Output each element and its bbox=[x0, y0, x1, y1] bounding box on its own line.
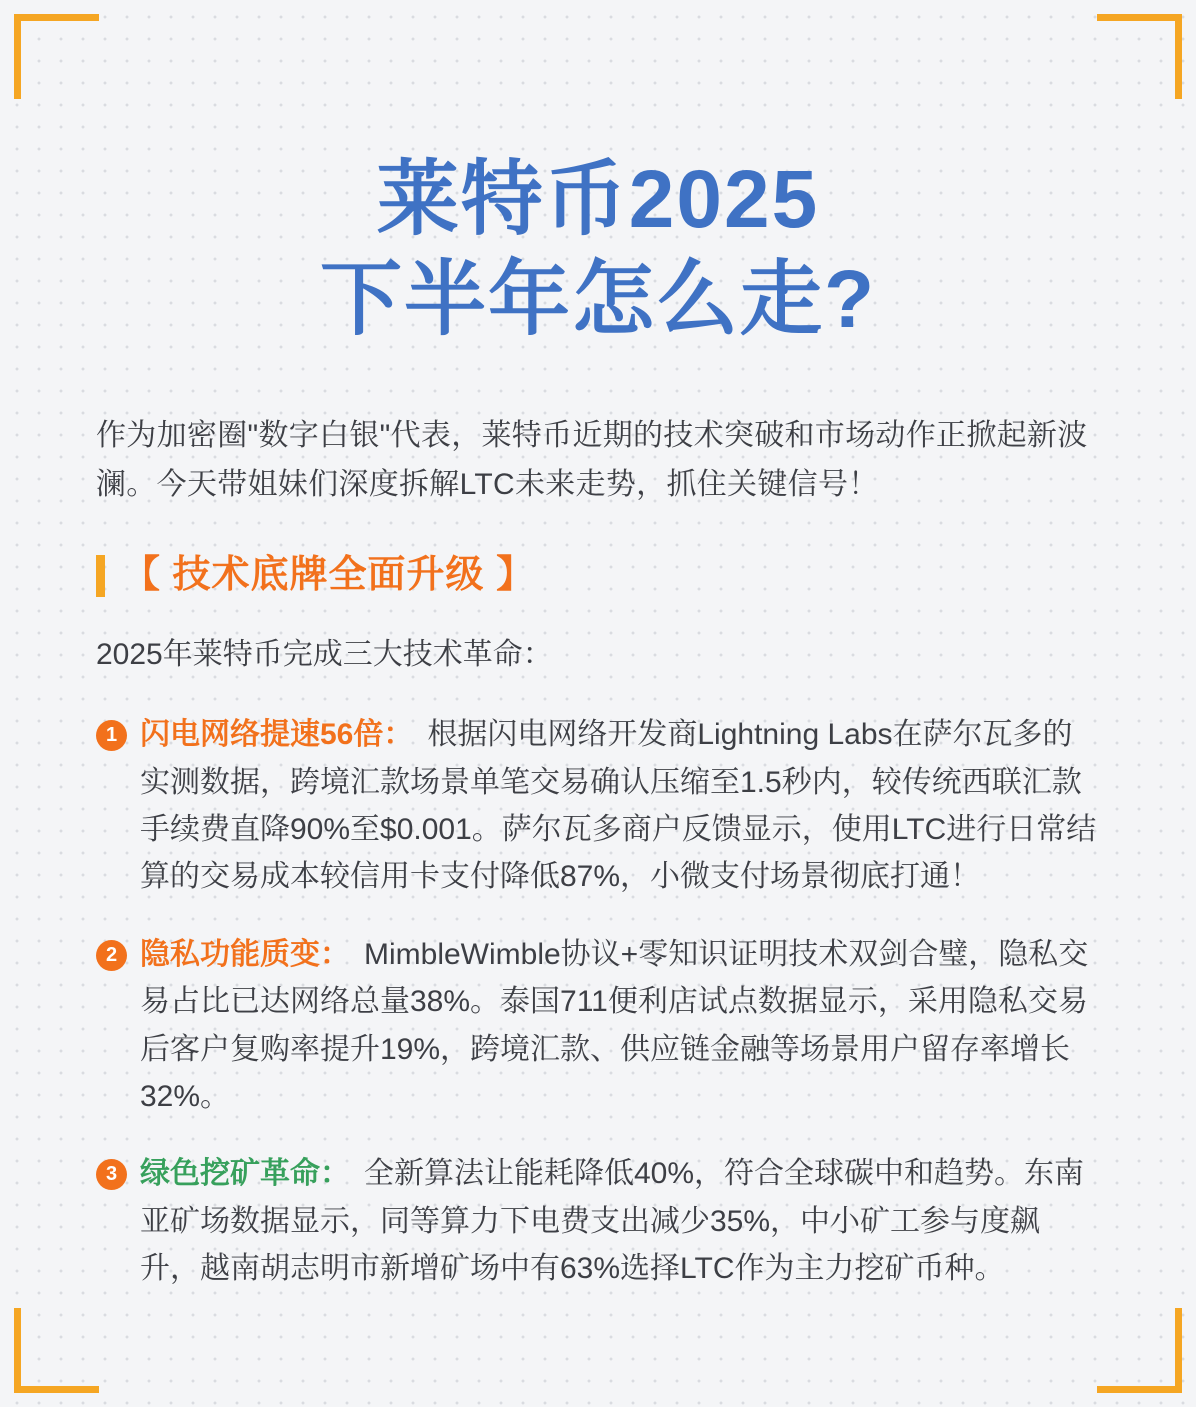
intro-paragraph: 作为加密圈"数字白银"代表，莱特币近期的技术突破和市场动作正掀起新波澜。今天带姐妹们深度拆解LTC未来走势，抓住关键信号！ bbox=[96, 419, 1088, 501]
section-header bbox=[96, 555, 1100, 597]
section-lead: 2025年莱特币完成三大技术革命： bbox=[96, 638, 553, 672]
corner-bracket-bottom-right bbox=[1097, 1308, 1182, 1393]
item-label: 闪电网络提速56倍： bbox=[140, 718, 414, 752]
item-text: MimbleWimble协议+零知识证明技术双剑合璧，隐私交易占比已达网络总量38%。泰国711便利店试点数据显示，采用隐私交易后客户复购率提升19%，跨境汇款、供应链金融等场景用户留存率增长32%。 bbox=[140, 937, 1089, 1113]
corner-bracket-top-left bbox=[14, 14, 99, 99]
section-title: 【 技术底牌全面升级 】 bbox=[122, 554, 536, 597]
list-item bbox=[96, 711, 1100, 901]
page-title-line-1: 莱特币2025 bbox=[376, 154, 820, 245]
list-item bbox=[96, 1150, 1100, 1292]
item-label: 隐私功能质变： bbox=[140, 937, 350, 971]
page-title bbox=[96, 150, 1100, 350]
item-body bbox=[140, 711, 1100, 901]
item-text: 全新算法让能耗降低40%，符合全球碳中和趋势。东南亚矿场数据显示，同等算力下电费支出减少35%，中小矿工参与度飙升，越南胡志明市新增矿场中有63%选择LTC作为主力挖矿币种。 bbox=[140, 1157, 1085, 1286]
section-accent-bar bbox=[96, 555, 105, 597]
page-title-line-2: 下半年怎么走? bbox=[319, 254, 877, 346]
item-number-badge: 3 bbox=[96, 1159, 127, 1190]
corner-bracket-bottom-left bbox=[14, 1308, 99, 1393]
item-label: 绿色挖矿革命： bbox=[140, 1157, 350, 1191]
item-body bbox=[140, 931, 1100, 1121]
item-text: 根据闪电网络开发商Lightning Labs在萨尔瓦多的实测数据，跨境汇款场景单笔交易确认压缩至1.5秒内，较传统西联汇款手续费直降90%至$0.001。萨尔瓦多商户反馈显示，使用LTC进行日常结算的交易成本较信用卡支付降低87%，小微支付场景彻底打通！ bbox=[140, 718, 1097, 894]
item-number-badge: 1 bbox=[96, 720, 127, 751]
corner-bracket-top-right bbox=[1097, 14, 1182, 99]
item-body bbox=[140, 1150, 1100, 1292]
content-area bbox=[96, 150, 1100, 1323]
list-item bbox=[96, 931, 1100, 1121]
item-number-badge: 2 bbox=[96, 940, 127, 971]
